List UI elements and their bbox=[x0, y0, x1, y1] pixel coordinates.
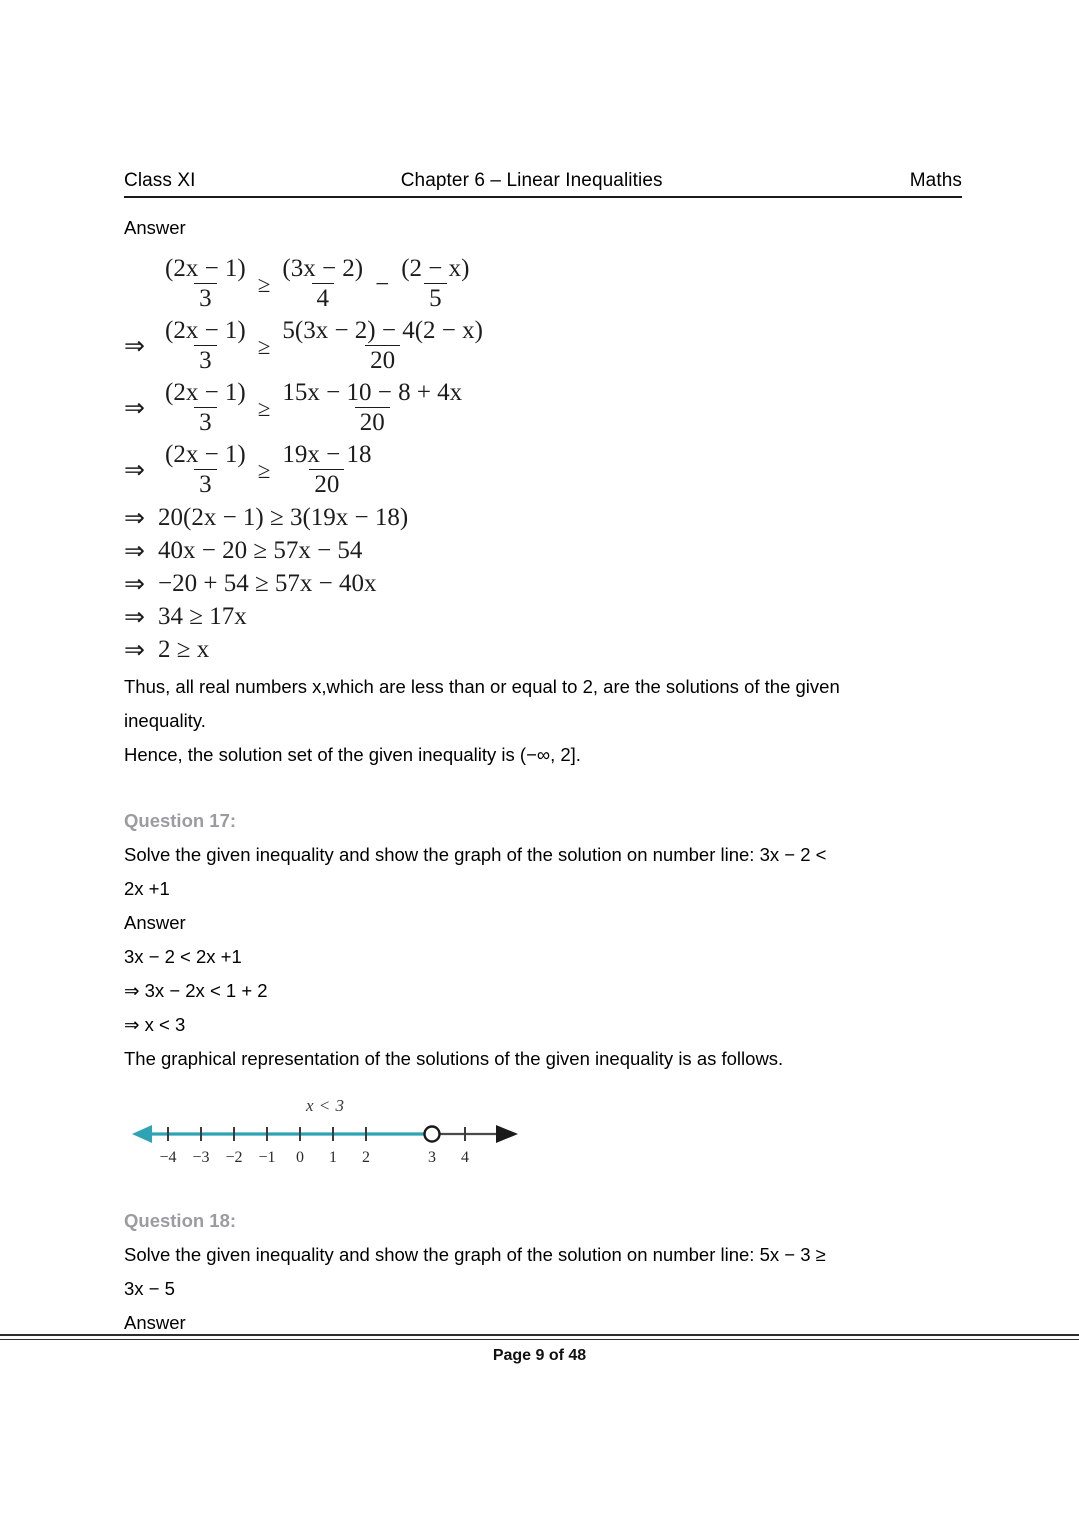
answer-label-q18: Answer bbox=[124, 1312, 186, 1333]
fraction-2x-minus-1-over-3 bbox=[160, 255, 251, 313]
tick-label-2: 2 bbox=[362, 1149, 370, 1166]
math-line-5-expression: 20(2x − 1) ≥ 3(19x − 18) bbox=[158, 504, 409, 531]
tick-label--1: −1 bbox=[258, 1149, 276, 1166]
fraction-2x-minus-1-over-3 bbox=[160, 441, 251, 499]
conclusion-line-3: Hence, the solution set of the given inequality is (−∞, 2]. bbox=[124, 744, 581, 765]
tick-label-3: 3 bbox=[428, 1149, 436, 1166]
tick-label--3: −3 bbox=[192, 1149, 210, 1166]
question-17-text-line-1: Solve the given inequality and show the graph of the solution on number line: 3x − 2 < bbox=[124, 844, 827, 865]
tick-label--2: −2 bbox=[225, 1149, 243, 1166]
denominator: 3 bbox=[194, 407, 217, 437]
running-header bbox=[124, 170, 962, 198]
fraction-2-minus-x-over-5 bbox=[396, 255, 474, 313]
relation-ge: ≥ bbox=[257, 333, 271, 359]
tick-label-0: 0 bbox=[296, 1149, 304, 1166]
numerator: 15x − 10 − 8 + 4x bbox=[282, 379, 463, 406]
header-subject-label: Maths bbox=[909, 170, 962, 191]
question-17-heading: Question 17: bbox=[124, 810, 237, 831]
header-chapter-title: Chapter 6 – Linear Inequalities bbox=[400, 170, 663, 191]
number-line-graphic bbox=[126, 1114, 526, 1172]
implies-arrow-icon: ⇒ bbox=[124, 570, 145, 598]
implies-arrow-icon: ⇒ bbox=[124, 333, 145, 360]
tick-label--4: −4 bbox=[159, 1149, 177, 1166]
numerator: 5(3x − 2) − 4(2 − x) bbox=[282, 317, 483, 344]
tick-label-group bbox=[159, 1149, 469, 1166]
denominator: 20 bbox=[365, 345, 400, 375]
relation-ge: ≥ bbox=[257, 395, 271, 421]
denominator: 3 bbox=[194, 469, 217, 499]
left-arrowhead-icon bbox=[132, 1125, 152, 1143]
question-18-text-line-2: 3x − 5 bbox=[124, 1278, 175, 1299]
answer-label-q16: Answer bbox=[124, 217, 186, 238]
implies-arrow-icon: ⇒ bbox=[124, 395, 145, 422]
numerator: (2 − x) bbox=[401, 255, 470, 282]
math-line-7 bbox=[124, 567, 964, 600]
math-line-1 bbox=[124, 253, 964, 315]
implies-arrow-icon: ⇒ bbox=[124, 504, 145, 532]
math-line-9 bbox=[124, 633, 964, 666]
math-line-2 bbox=[124, 315, 964, 377]
tick-label-4: 4 bbox=[461, 1149, 469, 1166]
denominator: 4 bbox=[312, 283, 335, 313]
denominator: 3 bbox=[194, 283, 217, 313]
implies-arrow-icon: ⇒ bbox=[124, 537, 145, 565]
denominator: 20 bbox=[355, 407, 390, 437]
math-line-7-expression: −20 + 54 ≥ 57x − 40x bbox=[158, 570, 377, 597]
operator-minus: − bbox=[375, 270, 390, 298]
implies-arrow-icon: ⇒ bbox=[124, 457, 145, 484]
fraction-19x-minus-18-over-20 bbox=[277, 441, 376, 499]
open-circle-endpoint-icon bbox=[425, 1127, 440, 1142]
math-line-6 bbox=[124, 534, 964, 567]
numerator: (2x − 1) bbox=[165, 441, 246, 468]
numerator: (2x − 1) bbox=[165, 379, 246, 406]
math-line-5 bbox=[124, 501, 964, 534]
relation-ge: ≥ bbox=[257, 271, 271, 297]
footer-page-number: Page 9 of 48 bbox=[492, 1347, 587, 1364]
math-line-8-expression: 34 ≥ 17x bbox=[158, 603, 247, 630]
q17-step-1: 3x − 2 < 2x +1 bbox=[124, 946, 242, 967]
implies-arrow-icon: ⇒ bbox=[124, 603, 145, 631]
number-line-caption: x < 3 bbox=[306, 1096, 345, 1115]
fraction-2x-minus-1-over-3 bbox=[160, 379, 251, 437]
math-line-4 bbox=[124, 439, 964, 501]
footer-divider-thin bbox=[0, 1339, 1079, 1340]
math-line-6-expression: 40x − 20 ≥ 57x − 54 bbox=[158, 537, 363, 564]
fraction-3x-minus-2-over-4 bbox=[277, 255, 368, 313]
numerator: (2x − 1) bbox=[165, 255, 246, 282]
question-18-heading: Question 18: bbox=[124, 1210, 237, 1231]
numerator: 19x − 18 bbox=[282, 441, 372, 468]
question-17-text-line-2: 2x +1 bbox=[124, 878, 170, 899]
fraction-distributed-over-20 bbox=[277, 379, 467, 437]
conclusion-line-1: Thus, all real numbers x,which are less than or equal to 2, are the solutions of the given bbox=[124, 676, 840, 697]
right-arrowhead-icon bbox=[496, 1125, 518, 1143]
header-class-label: Class XI bbox=[124, 170, 196, 191]
page-content bbox=[124, 170, 964, 1340]
number-line-figure bbox=[126, 1096, 526, 1172]
conclusion-line-2: inequality. bbox=[124, 710, 206, 731]
tick-label-1: 1 bbox=[329, 1149, 337, 1166]
denominator: 3 bbox=[194, 345, 217, 375]
math-line-8 bbox=[124, 600, 964, 633]
q17-step-3: ⇒ x < 3 bbox=[124, 1014, 186, 1035]
denominator: 20 bbox=[309, 469, 344, 499]
math-line-9-expression: 2 ≥ x bbox=[158, 636, 210, 663]
answer-label-q17: Answer bbox=[124, 912, 186, 933]
q17-step-2: ⇒ 3x − 2x < 1 + 2 bbox=[124, 980, 268, 1001]
numerator: (2x − 1) bbox=[165, 317, 246, 344]
footer-divider-thick bbox=[0, 1334, 1079, 1336]
denominator: 5 bbox=[424, 283, 447, 313]
numerator: (3x − 2) bbox=[282, 255, 364, 282]
fraction-2x-minus-1-over-3 bbox=[160, 317, 251, 375]
q17-graph-intro: The graphical representation of the solutions of the given inequality is as follows. bbox=[124, 1048, 784, 1069]
fraction-expanded-over-20 bbox=[277, 317, 488, 375]
relation-ge: ≥ bbox=[257, 457, 271, 483]
implies-arrow-icon: ⇒ bbox=[124, 636, 145, 664]
math-derivation-q16 bbox=[124, 253, 964, 666]
math-line-3 bbox=[124, 377, 964, 439]
question-18-text-line-1: Solve the given inequality and show the graph of the solution on number line: 5x − 3 ≥ bbox=[124, 1244, 826, 1265]
